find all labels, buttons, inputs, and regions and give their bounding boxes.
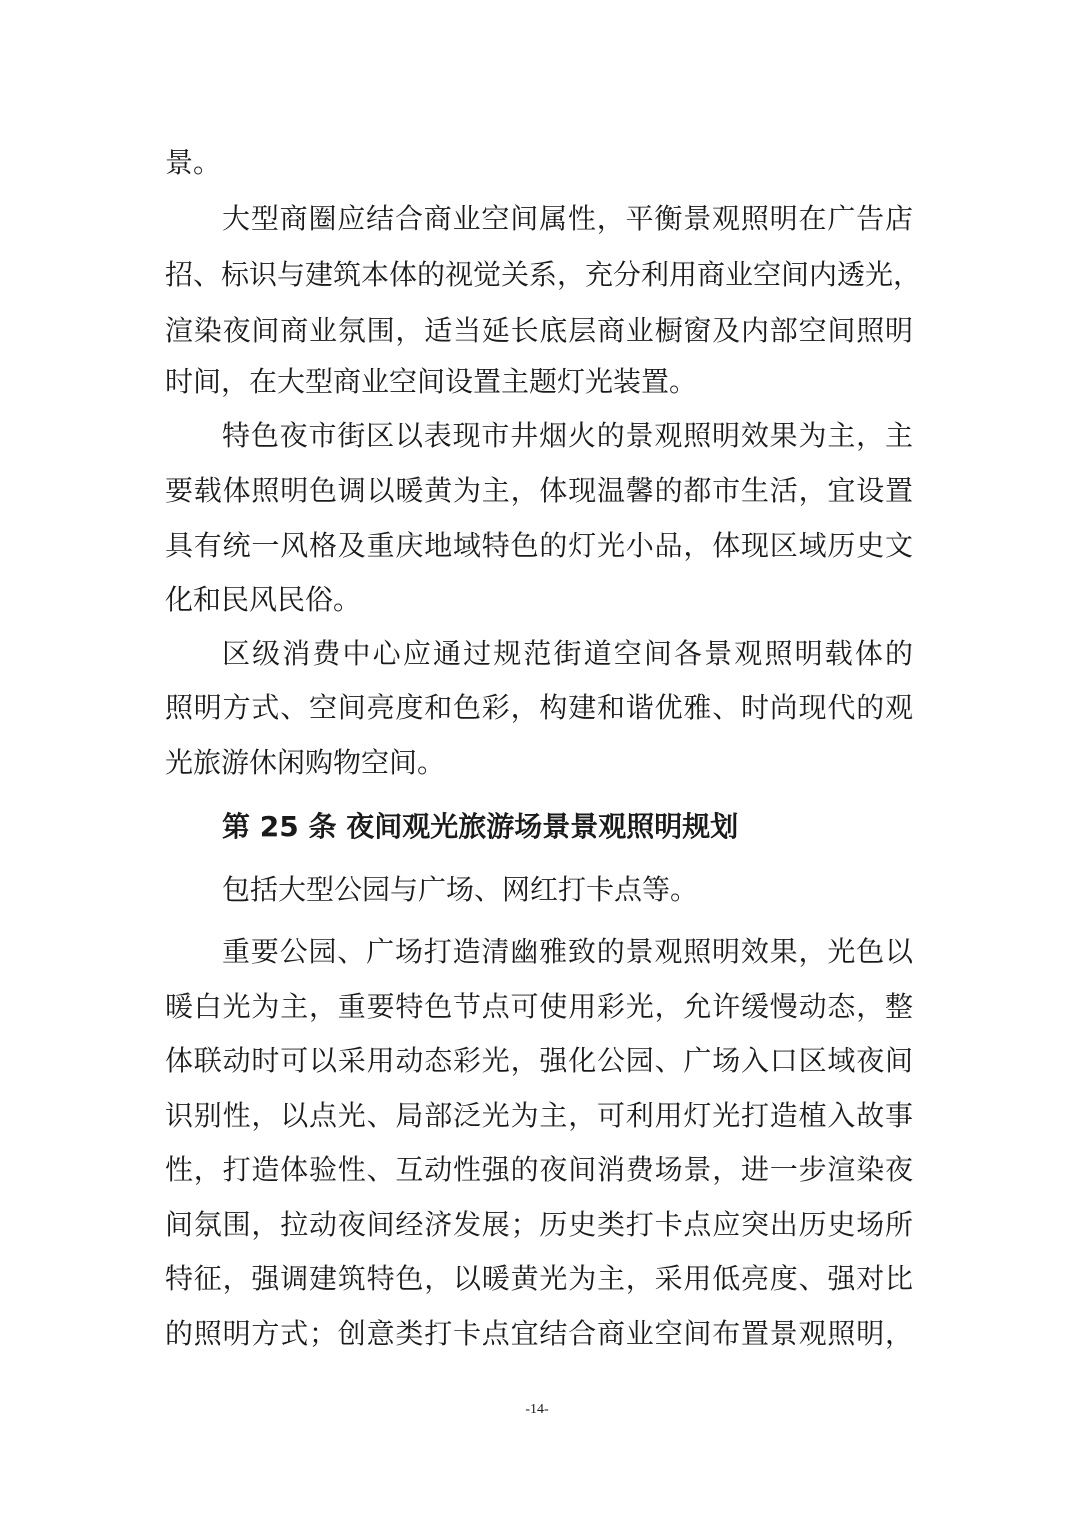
text-line: 间氛围，拉动夜间经济发展；历史类打卡点应突出历史场所 — [165, 1208, 913, 1241]
text-line: 光旅游休闲购物空间。 — [165, 746, 446, 779]
text-line: 要载体照明色调以暖黄为主，体现温馨的都市生活，宜设置 — [165, 474, 913, 507]
text-line: 体联动时可以采用动态彩光，强化公园、广场入口区域夜间 — [165, 1044, 913, 1077]
text-line: 照明方式、空间亮度和色彩，构建和谐优雅、时尚现代的观 — [165, 691, 913, 724]
text-line: 的照明方式；创意类打卡点宜结合商业空间布置景观照明， — [165, 1317, 913, 1350]
text-line: 具有统一风格及重庆地域特色的灯光小品，体现区域历史文 — [165, 529, 913, 562]
text-line: 暖白光为主，重要特色节点可使用彩光，允许缓慢动态，整 — [165, 990, 913, 1023]
text-line: 化和民风民俗。 — [165, 583, 362, 616]
section-heading: 第 25 条 夜间观光旅游场景景观照明规划 — [222, 810, 739, 843]
paragraph-first-line: 包括大型公园与广场、网红打卡点等。 — [222, 873, 699, 906]
text-line: 时间，在大型商业空间设置主题灯光装置。 — [165, 365, 698, 398]
text-line: 特征，强调建筑特色，以暖黄光为主，采用低亮度、强对比 — [165, 1262, 913, 1295]
text-line: 识别性，以点光、局部泛光为主，可利用灯光打造植入故事 — [165, 1099, 913, 1132]
text-line: 性，打造体验性、互动性强的夜间消费场景，进一步渲染夜 — [165, 1153, 913, 1186]
paragraph-first-line: 大型商圈应结合商业空间属性，平衡景观照明在广告店 — [222, 202, 913, 235]
page-number: -14- — [525, 1402, 549, 1417]
paragraph-first-line: 重要公园、广场打造清幽雅致的景观照明效果，光色以 — [222, 935, 913, 968]
text-line: 招、标识与建筑本体的视觉关系，充分利用商业空间内透光， — [165, 258, 922, 291]
paragraph-first-line: 特色夜市街区以表现市井烟火的景观照明效果为主，主 — [222, 419, 913, 452]
text-line: 渲染夜间商业氛围，适当延长底层商业橱窗及内部空间照明 — [165, 314, 913, 347]
text-line: 景。 — [165, 146, 222, 179]
paragraph-first-line: 区级消费中心应通过规范街道空间各景观照明载体的 — [222, 637, 913, 670]
